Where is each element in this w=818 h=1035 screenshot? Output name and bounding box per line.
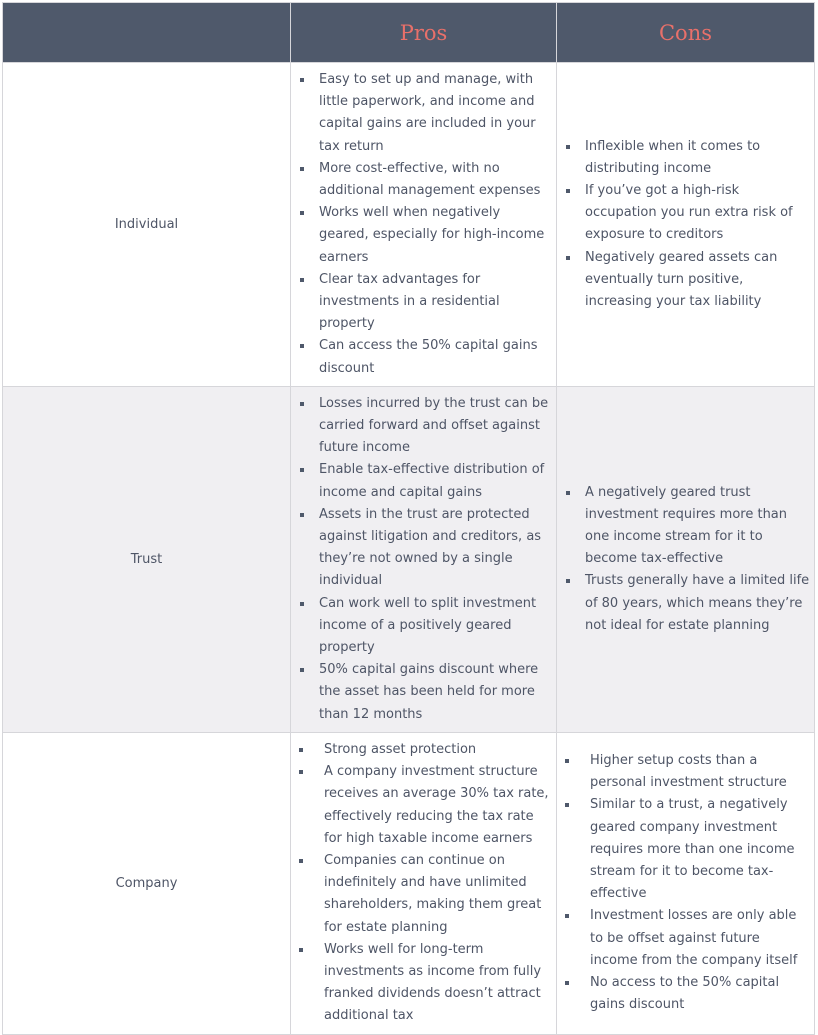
row-label-individual: Individual: [3, 63, 291, 387]
pros-item: Easy to set up and manage, with little paperwork, and income and capital gains are included in your tax return: [291, 69, 552, 158]
pros-list-trust: [291, 393, 552, 726]
cons-item: Trusts generally have a limited life of 80 years, which means they’re not ideal for estate planning: [557, 570, 810, 637]
pros-item: Can access the 50% capital gains discount: [291, 335, 552, 379]
cons-item: A negatively geared trust investment requires more than one income stream for it to become tax-effective: [557, 482, 810, 571]
cons-list-individual: [557, 136, 810, 314]
row-label-company: Company: [3, 732, 291, 1034]
pros-item: Clear tax advantages for investments in a residential property: [291, 269, 552, 336]
cons-list-trust: [557, 482, 810, 637]
row-trust: [3, 386, 815, 732]
header-cons: Cons: [557, 3, 815, 63]
pros-cell-trust: [291, 386, 557, 732]
cons-list-company: [557, 750, 810, 1016]
pros-item: Losses incurred by the trust can be carried forward and offset against future income: [291, 393, 552, 460]
row-individual: [3, 63, 815, 387]
pros-item: Enable tax-effective distribution of income and capital gains: [291, 459, 552, 503]
cons-item: Higher setup costs than a personal investment structure: [557, 750, 810, 794]
cons-item: Negatively geared assets can eventually turn positive, increasing your tax liability: [557, 247, 810, 314]
cons-cell-individual: [557, 63, 815, 387]
header-row: [3, 3, 815, 63]
pros-item: A company investment structure receives an average 30% tax rate, effectively reducing the tax rate for high taxable income earners: [291, 761, 552, 850]
pros-item: Can work well to split investment income of a positively geared property: [291, 593, 552, 660]
pros-item: 50% capital gains discount where the asset has been held for more than 12 months: [291, 659, 552, 726]
pros-cell-company: [291, 732, 557, 1034]
cons-item: Similar to a trust, a negatively geared company investment requires more than one income stream for it to become tax-effective: [557, 794, 810, 905]
comparison-table: [2, 2, 815, 1035]
pros-list-individual: [291, 69, 552, 380]
pros-cell-individual: [291, 63, 557, 387]
cons-cell-trust: [557, 386, 815, 732]
pros-list-company: [291, 739, 552, 1028]
pros-item: Works well when negatively geared, especially for high-income earners: [291, 202, 552, 269]
row-label-trust: Trust: [3, 386, 291, 732]
header-corner-cell: [3, 3, 291, 63]
cons-item: If you’ve got a high-risk occupation you run extra risk of exposure to creditors: [557, 180, 810, 247]
pros-item: Strong asset protection: [291, 739, 552, 761]
pros-item: Works well for long-term investments as income from fully franked dividends doesn’t attract additional tax: [291, 939, 552, 1028]
cons-cell-company: [557, 732, 815, 1034]
pros-item: Companies can continue on indefinitely and have unlimited shareholders, making them great for estate planning: [291, 850, 552, 939]
cons-item: Investment losses are only able to be offset against future income from the company itself: [557, 905, 810, 972]
cons-item: No access to the 50% capital gains discount: [557, 972, 810, 1016]
pros-item: More cost-effective, with no additional management expenses: [291, 158, 552, 202]
cons-item: Inflexible when it comes to distributing income: [557, 136, 810, 180]
pros-item: Assets in the trust are protected against litigation and creditors, as they’re not owned by a single individual: [291, 504, 552, 593]
row-company: [3, 732, 815, 1034]
header-pros: Pros: [291, 3, 557, 63]
